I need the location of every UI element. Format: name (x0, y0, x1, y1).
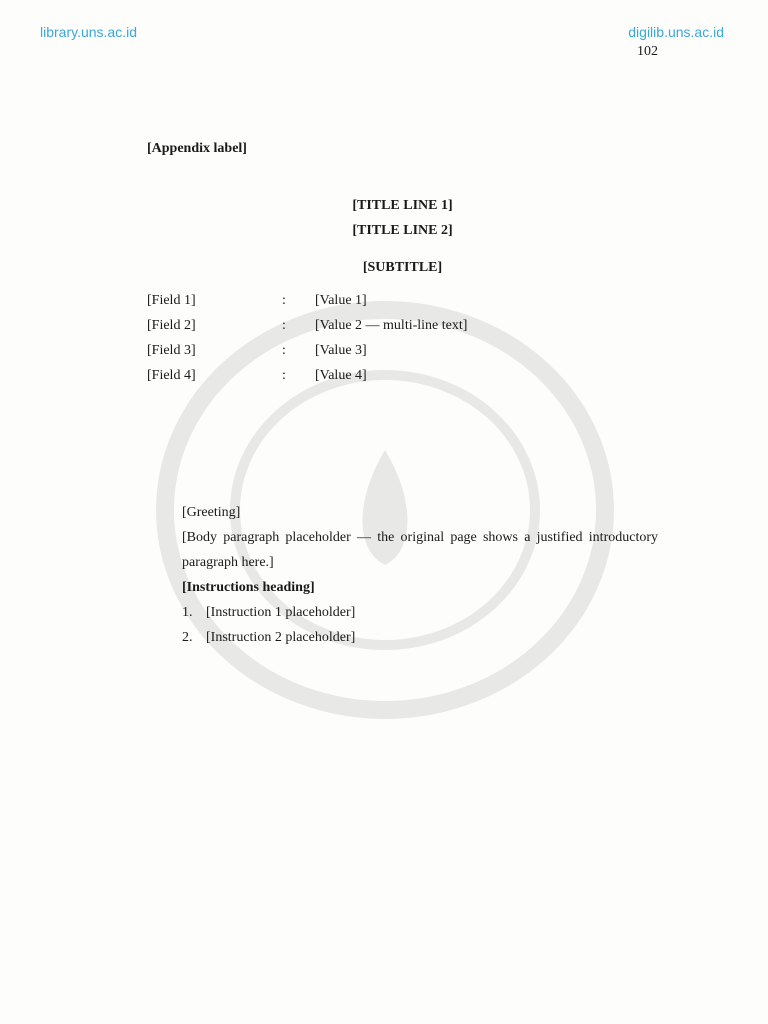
metadata-value: [Value 2 — multi-line text] (315, 318, 468, 333)
list-number: 2. (182, 630, 193, 645)
metadata-label: [Field 4] (147, 368, 196, 383)
page-number: 102 (637, 44, 658, 59)
title-line: [TITLE LINE 1] (352, 198, 453, 213)
metadata-value: [Value 4] (315, 368, 367, 383)
repository-link-left[interactable]: library.uns.ac.id (40, 24, 138, 40)
list-number: 1. (182, 605, 193, 620)
metadata-colon: : (282, 293, 286, 308)
list-text: [Instruction 2 placeholder] (206, 630, 356, 645)
metadata-colon: : (282, 318, 286, 333)
metadata-value: [Value 3] (315, 343, 367, 358)
metadata-colon: : (282, 368, 286, 383)
letter-body (182, 500, 658, 650)
metadata-colon: : (282, 343, 286, 358)
list-item (182, 600, 658, 625)
list-item (182, 625, 658, 650)
greeting: [Greeting] (182, 505, 241, 520)
metadata-table (147, 288, 658, 388)
metadata-row (147, 363, 658, 388)
body-paragraph: [Body paragraph placeholder — the original page shows a justified introductory paragraph here.] (182, 530, 658, 570)
instructions-list (182, 600, 658, 650)
document-subtitle: [SUBTITLE] (362, 260, 443, 275)
metadata-value: [Value 1] (315, 293, 367, 308)
metadata-label: [Field 2] (147, 318, 196, 333)
metadata-row (147, 288, 658, 313)
metadata-label: [Field 1] (147, 293, 196, 308)
title-line: [TITLE LINE 2] (352, 223, 453, 238)
repository-link-right[interactable]: digilib.uns.ac.id (628, 24, 724, 40)
metadata-row (147, 313, 658, 338)
document-title (147, 193, 658, 243)
instructions-heading: [Instructions heading] (182, 580, 315, 595)
metadata-row (147, 338, 658, 363)
appendix-label: [Appendix label] (147, 141, 247, 156)
metadata-label: [Field 3] (147, 343, 196, 358)
list-text: [Instruction 1 placeholder] (206, 605, 356, 620)
